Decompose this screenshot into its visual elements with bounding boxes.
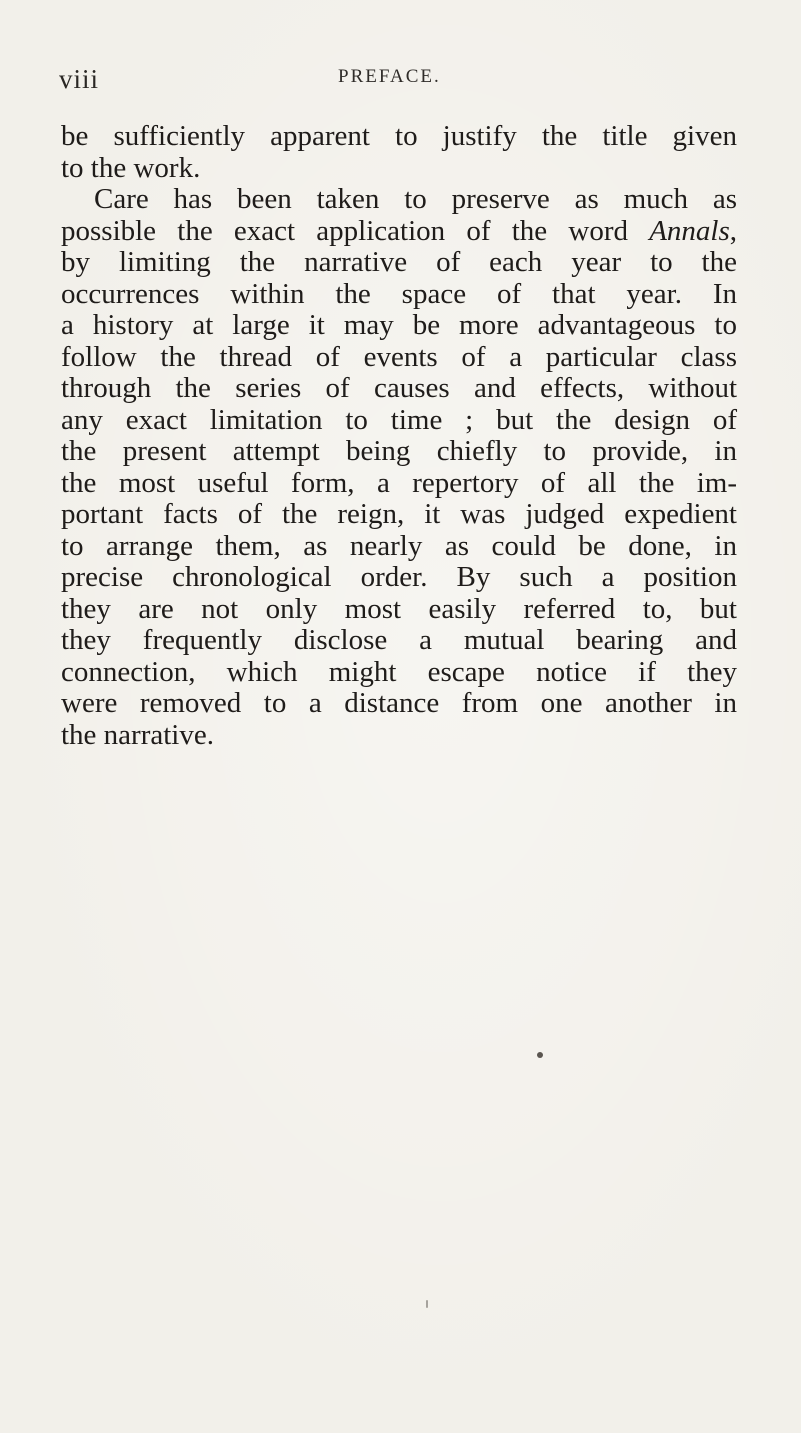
paper-speck xyxy=(537,1052,543,1058)
text-line: connection, which might escape notice if they xyxy=(61,655,737,688)
text-line: they are not only most easily referred to, but xyxy=(61,592,737,625)
text-line: the present attempt being chiefly to provide, in xyxy=(61,435,737,467)
text-line: through the series of causes and effects, without xyxy=(61,372,737,404)
text-line-end: , xyxy=(729,214,737,247)
text-line: they frequently disclose a mutual bearing and xyxy=(61,624,737,656)
text-line: occurrences within the space of that year. In xyxy=(61,277,737,310)
running-head: PREFACE. xyxy=(338,66,441,87)
text-line: were removed to a distance from one another in xyxy=(61,687,737,719)
text-line: by limiting the narrative of each year to the xyxy=(61,246,737,278)
text-line: portant facts of the reign, it was judged expedient xyxy=(61,498,737,530)
body-text xyxy=(61,121,737,751)
text-line: the narrative. xyxy=(61,718,214,751)
text-line: precise chronological order. By such a position xyxy=(61,561,737,593)
paper-speck xyxy=(426,1300,428,1308)
text-line: to the work. xyxy=(61,151,201,184)
text-line-start: possible the exact application of the word xyxy=(61,214,650,247)
text-line: a history at large it may be more advantageous to xyxy=(61,309,737,341)
text-line: any exact limitation to time ; but the design of xyxy=(61,403,737,436)
text-line: be sufficiently apparent to justify the title given xyxy=(61,120,737,152)
text-line xyxy=(61,216,737,248)
page-header xyxy=(0,62,801,96)
paragraph-first-line: Care has been taken to preserve as much as xyxy=(94,183,737,215)
emphasis-annals: Annals xyxy=(649,214,730,247)
text-line: to arrange them, as nearly as could be done, in xyxy=(61,529,737,562)
text-line: the most useful form, a repertory of all the im- xyxy=(61,466,737,499)
text-line: follow the thread of events of a particular class xyxy=(61,340,737,373)
page-number: viii xyxy=(59,64,100,94)
